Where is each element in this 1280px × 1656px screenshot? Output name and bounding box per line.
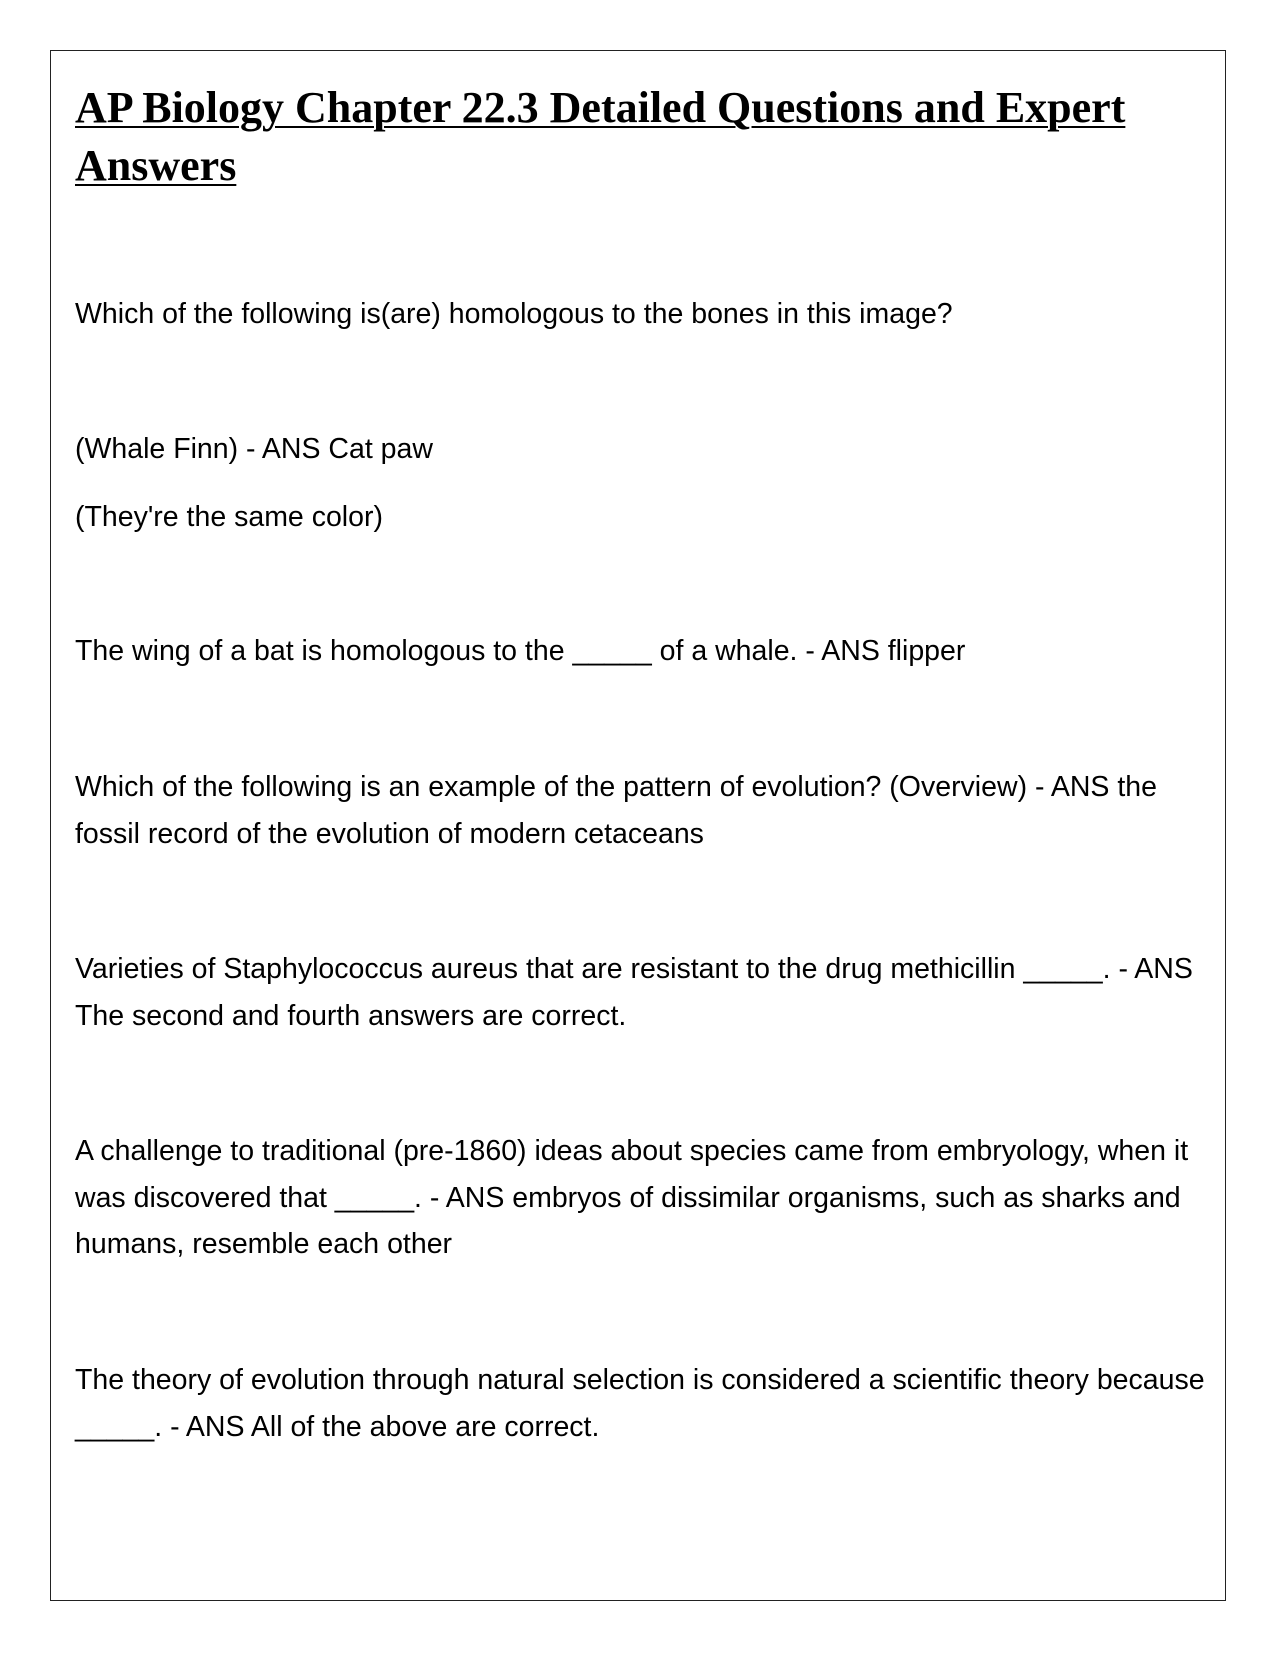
question-staphylococcus: Varieties of Staphylococcus aureus that are resistant to the drug methicillin _____. - ANS The second and fourth answers are correct. bbox=[75, 953, 1193, 1032]
answer-note-same-color: (They're the same color) bbox=[75, 501, 383, 533]
question-embryology: A challenge to traditional (pre-1860) ideas about species came from embryology, when it was discovered that _____. - ANS embryos of dissimilar organisms, such as sharks and humans, resemble each other bbox=[75, 1135, 1189, 1260]
question-scientific-theory: The theory of evolution through natural selection is considered a scientific theory because _____. - ANS All of the above are correct. bbox=[75, 1364, 1205, 1443]
question-homologous-bones: Which of the following is(are) homologous to the bones in this image? bbox=[75, 298, 953, 330]
document-title: AP Biology Chapter 22.3 Detailed Questions and Expert Answers bbox=[75, 83, 1126, 190]
answer-whale-finn: (Whale Finn) - ANS Cat paw bbox=[75, 433, 433, 465]
question-pattern-of-evolution: Which of the following is an example of the pattern of evolution? (Overview) - ANS the fossil record of the evolution of modern cetaceans bbox=[75, 771, 1157, 850]
page-frame bbox=[50, 50, 1226, 1601]
question-bat-wing: The wing of a bat is homologous to the _____ of a whale. - ANS flipper bbox=[75, 635, 966, 667]
